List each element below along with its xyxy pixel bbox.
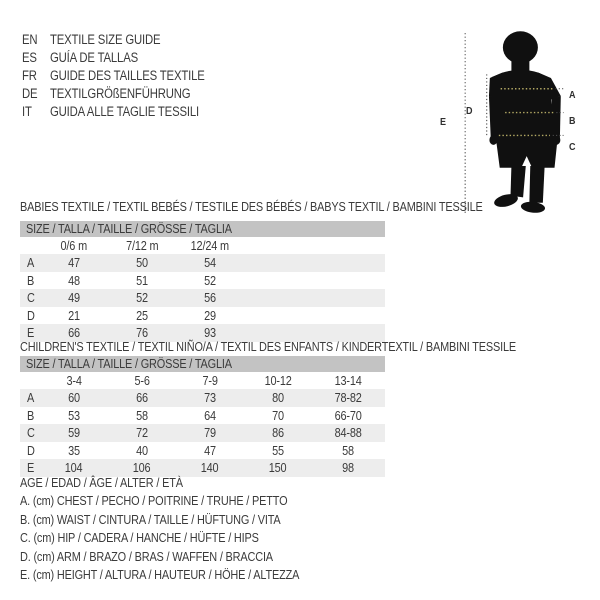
language-label: GUIDE DES TAILLES TEXTILE — [50, 67, 205, 83]
table-cell-value: 93 — [204, 325, 216, 341]
language-label: TEXTILGRÖßENFÜHRUNG — [50, 85, 191, 101]
column-header-cell: 5-6 — [134, 373, 150, 388]
silhouette-shorts — [495, 134, 558, 168]
row-label: B — [27, 272, 35, 288]
babies-size-table — [20, 221, 385, 342]
babies-size-header-bar: SIZE / TALLA / TAILLE / GRÖSSE / TAGLIA — [20, 221, 385, 237]
table-cell-value: 78-82 — [334, 390, 363, 406]
boy-silhouette — [489, 31, 561, 214]
table-cell-value: 29 — [204, 307, 216, 323]
children-column-header-row — [20, 372, 385, 389]
table-cell-value: 98 — [342, 460, 355, 476]
table-cell-value: 52 — [136, 290, 148, 306]
silhouette-left-leg — [511, 166, 526, 197]
table-cell-value: 55 — [272, 442, 284, 458]
row-label: C — [27, 425, 35, 441]
language-code: EN — [22, 31, 38, 47]
table-cell-value: 150 — [269, 460, 287, 476]
row-label: A — [27, 390, 35, 406]
table-cell-value: 25 — [136, 307, 148, 323]
height-marker-label: E — [440, 117, 446, 128]
children-section-title: CHILDREN'S TEXTILE / TEXTIL NIÑO/A / TEXTIL DES ENFANTS / KINDERTEXTIL / BAMBINI TESSILE — [20, 339, 517, 354]
column-header-cell: 12/24 m — [190, 238, 230, 253]
table-cell-value: 84-88 — [334, 425, 363, 441]
table-cell-value: 59 — [68, 425, 80, 441]
table-cell-value: 50 — [136, 255, 148, 271]
table-cell-value: 49 — [68, 290, 80, 306]
row-label: D — [27, 307, 35, 323]
table-row — [20, 254, 385, 272]
table-cell-value: 56 — [204, 290, 216, 306]
table-row — [20, 307, 385, 325]
legend-item: D. (cm) ARM / BRAZO / BRAS / WAFFEN / BRACCIA — [20, 548, 273, 564]
silhouette-left-arm — [489, 96, 499, 138]
measurement-legend — [20, 474, 352, 584]
silhouette-right-arm — [552, 96, 561, 138]
table-cell-value: 104 — [65, 460, 83, 476]
table-row — [20, 407, 385, 425]
language-code: ES — [22, 49, 37, 65]
column-header-cell: 3-4 — [66, 373, 82, 388]
table-cell-value: 66 — [68, 325, 80, 341]
table-cell-value: 70 — [272, 407, 284, 423]
table-row — [20, 289, 385, 307]
table-cell-value: 64 — [204, 407, 216, 423]
language-label: GUIDA ALLE TAGLIE TESSILI — [50, 103, 199, 119]
table-cell-value: 54 — [204, 255, 216, 271]
legend-item: A. (cm) CHEST / PECHO / POITRINE / TRUHE / PETTO — [20, 493, 288, 509]
table-cell-value: 86 — [272, 425, 284, 441]
table-row — [20, 389, 385, 407]
table-cell-value: 79 — [204, 425, 216, 441]
table-cell-value: 72 — [136, 425, 148, 441]
children-table-body — [20, 389, 385, 477]
table-cell-value: 35 — [68, 442, 80, 458]
table-cell-value: 48 — [68, 272, 80, 288]
silhouette-right-leg — [529, 166, 544, 203]
babies-column-header-row — [20, 237, 385, 254]
table-cell-value: 106 — [133, 460, 151, 476]
language-code: DE — [22, 85, 38, 101]
children-size-header-bar: SIZE / TALLA / TAILLE / GRÖSSE / TAGLIA — [20, 356, 385, 372]
table-row — [20, 272, 385, 290]
row-label: E — [27, 325, 35, 341]
hip-marker-label: C — [569, 142, 576, 153]
table-cell-value: 52 — [204, 272, 216, 288]
table-cell-value: 47 — [68, 255, 80, 271]
column-header-cell: 7-9 — [202, 373, 218, 388]
table-cell-value: 53 — [68, 407, 80, 423]
legend-age-line: AGE / EDAD / ÂGE / ALTER / ETÀ — [20, 475, 183, 490]
language-code: FR — [22, 67, 37, 83]
table-cell-value: 51 — [136, 272, 148, 288]
row-label: A — [27, 255, 35, 271]
legend-item: E. (cm) HEIGHT / ALTURA / HAUTEUR / HÖHE / ALTEZZA — [20, 566, 300, 582]
waist-marker-label: B — [569, 116, 576, 127]
table-row — [20, 424, 385, 442]
table-cell-value: 47 — [204, 442, 216, 458]
table-cell-value: 58 — [342, 442, 355, 458]
table-cell-value: 76 — [136, 325, 148, 341]
table-cell-value: 66-70 — [334, 407, 363, 423]
table-cell-value: 80 — [272, 390, 284, 406]
chest-marker-label: A — [569, 90, 576, 101]
babies-table-body — [20, 254, 385, 342]
column-header-cell: 13-14 — [334, 373, 363, 388]
column-header-cell: 7/12 m — [125, 238, 159, 253]
silhouette-neck — [511, 56, 529, 71]
language-code: IT — [22, 103, 32, 119]
language-label: GUÍA DE TALLAS — [50, 49, 138, 65]
row-label: C — [27, 290, 35, 306]
table-cell-value: 140 — [201, 460, 219, 476]
table-cell-value: 73 — [204, 390, 216, 406]
children-size-table — [20, 356, 385, 477]
language-label: TEXTILE SIZE GUIDE — [50, 31, 161, 47]
row-label: E — [27, 460, 35, 476]
column-header-cell: 10-12 — [264, 373, 292, 388]
table-cell-value: 60 — [68, 390, 80, 406]
table-cell-value: 40 — [136, 442, 148, 458]
table-cell-value: 21 — [68, 307, 80, 323]
row-label: D — [27, 442, 35, 458]
arm-marker-label: D — [466, 106, 473, 117]
column-header-cell: 0/6 m — [60, 238, 88, 253]
legend-item: C. (cm) HIP / CADERA / HANCHE / HÜFTE / HIPS — [20, 530, 259, 546]
table-cell-value: 66 — [136, 390, 148, 406]
table-row — [20, 442, 385, 460]
table-cell-value: 58 — [136, 407, 148, 423]
legend-item: B. (cm) WAIST / CINTURA / TAILLE / HÜFTUNG / VITA — [20, 511, 281, 527]
babies-section-title: BABIES TEXTILE / TEXTIL BEBÉS / TESTILE DES BÉBÉS / BABYS TEXTIL / BAMBINI TESSILE — [20, 199, 483, 214]
legend-items — [20, 492, 352, 584]
row-label: B — [27, 407, 35, 423]
